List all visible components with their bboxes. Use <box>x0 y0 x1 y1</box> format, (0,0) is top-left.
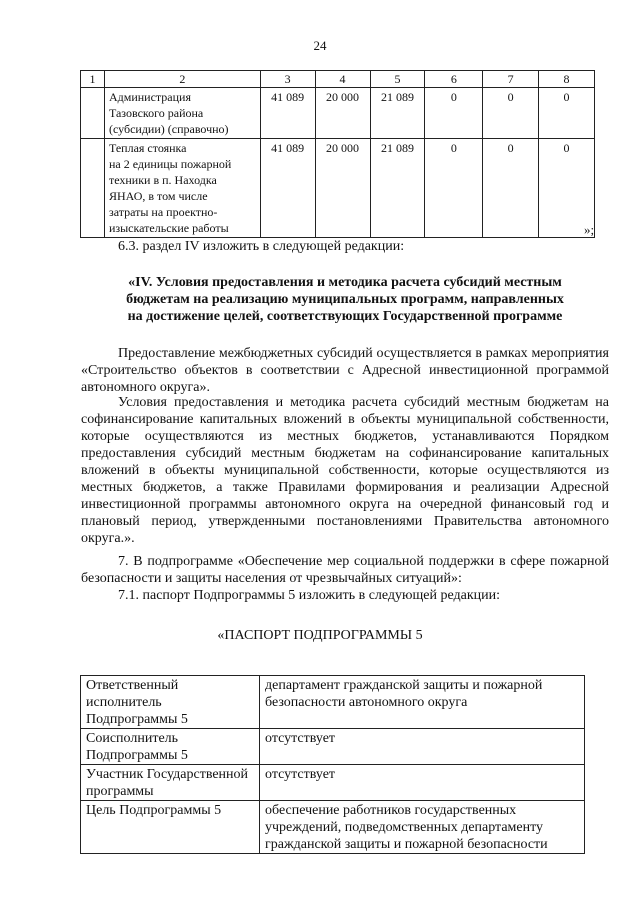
row-name-line: техники в п. Находка <box>108 173 217 187</box>
table-row <box>81 676 585 729</box>
column-number: 1 <box>81 71 105 88</box>
value-cell: 0 <box>425 88 483 139</box>
value-cell: 20 000 <box>315 88 370 139</box>
label-line: программы <box>86 784 154 799</box>
label-line: Соисполнитель <box>86 731 179 746</box>
column-number: 7 <box>483 71 539 88</box>
passport-value-cell <box>260 729 585 765</box>
paragraph-6-3: 6.3. раздел IV изложить в следующей редакции: <box>118 239 405 254</box>
column-number: 3 <box>260 71 315 88</box>
column-number: 8 <box>539 71 595 88</box>
passport-title: «ПАСПОРТ ПОДПРОГРАММЫ 5 <box>217 628 423 643</box>
paragraph-conditions: Условия предоставления и методика расчета субсидий местным бюджетам на софинансирование капитальных вложений в объекты муниципальной собственности, которые осуществляются из местных бюджетов, устанавливаются Порядком предоставления субсидий местным бюджетам на софинансирование капитальных вложений в объекты муниципальной собственности, которые осуществляются из местных бюджетов, а также Правилами формирования и реализации Адресной инвестиционной программы автономного округа на очередной финансовый год и плановый период, утвержденными постановлениями Правительства автономного округа.». <box>81 395 609 546</box>
value-line: безопасности автономного округа <box>265 695 468 710</box>
table-row <box>81 139 595 238</box>
value-cell: 41 089 <box>260 88 315 139</box>
passport-label-cell <box>81 801 260 854</box>
row-name-line: на 2 единицы пожарной <box>108 157 232 171</box>
row-name-line: затраты на проектно- <box>108 205 218 219</box>
value-line: отсутствует <box>265 731 336 746</box>
column-number: 4 <box>315 71 370 88</box>
row-name-line: ЯНАО, в том числе <box>108 189 208 203</box>
row-name-line: изыскательские работы <box>108 221 229 235</box>
passport-label-cell <box>81 676 260 729</box>
value-line: гражданской защиты и пожарной безопасности <box>265 837 548 852</box>
value-cell: 41 089 <box>260 139 315 238</box>
value-cell: 21 089 <box>370 139 425 238</box>
passport-table <box>80 675 585 854</box>
value-cell: 0 <box>483 88 539 139</box>
label-line: Цель Подпрограммы 5 <box>86 803 222 818</box>
row-index-cell <box>81 139 105 238</box>
value-line: департамент гражданской защиты и пожарной <box>265 678 543 693</box>
value-cell: 0 <box>425 139 483 238</box>
table-header-row <box>81 71 595 88</box>
label-line: Ответственный <box>86 678 179 693</box>
table-row <box>81 729 585 765</box>
value-cell: 20 000 <box>315 139 370 238</box>
table-row <box>81 801 585 854</box>
heading-line: «IV. Условия предоставления и методика расчета субсидий местным <box>128 275 562 290</box>
row-name-cell <box>104 139 260 238</box>
funding-table <box>80 70 595 238</box>
section-heading <box>81 274 609 325</box>
heading-line: бюджетам на реализацию муниципальных программ, направленных <box>126 292 564 307</box>
row-name-line: Администрация <box>108 90 191 104</box>
passport-label-cell <box>81 729 260 765</box>
column-number: 6 <box>425 71 483 88</box>
label-line: Подпрограммы 5 <box>86 712 188 727</box>
page-number: 24 <box>313 38 327 53</box>
table-row <box>81 765 585 801</box>
row-name-cell <box>104 88 260 139</box>
label-line: Участник Государственной <box>86 767 249 782</box>
row-name-line: Тазовского района <box>108 106 204 120</box>
paragraph-7-1: 7.1. паспорт Подпрограммы 5 изложить в следующей редакции: <box>118 588 501 603</box>
paragraph-7: 7. В подпрограмме «Обеспечение мер социальной поддержки в сфере пожарной безопасности и защиты населения от чрезвычайных ситуаций»: <box>81 554 609 586</box>
passport-value-cell <box>260 801 585 854</box>
value-line: отсутствует <box>265 767 336 782</box>
value-cell: 0 <box>539 88 595 139</box>
row-name-line: Теплая стоянка <box>108 141 187 155</box>
passport-value-cell <box>260 765 585 801</box>
quote-closing: »; <box>584 222 595 237</box>
value-cell: 0 <box>539 139 595 238</box>
value-line: учреждений, подведомственных департаменту <box>265 820 544 835</box>
label-line: исполнитель <box>86 695 162 710</box>
passport-value-cell <box>260 676 585 729</box>
value-cell: 21 089 <box>370 88 425 139</box>
row-name-line: (субсидии) (справочно) <box>108 122 229 136</box>
label-line: Подпрограммы 5 <box>86 748 188 763</box>
heading-line: на достижение целей, соответствующих Государственной программе <box>127 309 563 324</box>
table-row <box>81 88 595 139</box>
column-number: 5 <box>370 71 425 88</box>
column-number: 2 <box>104 71 260 88</box>
value-cell: 0 <box>483 139 539 238</box>
passport-label-cell <box>81 765 260 801</box>
paragraph-subsidies: Предоставление межбюджетных субсидий осуществляется в рамках мероприятия «Строительство объектов в соответствии с Адресной инвестиционной программой автономного округа». <box>81 346 609 395</box>
row-index-cell <box>81 88 105 139</box>
value-line: обеспечение работников государственных <box>265 803 517 818</box>
